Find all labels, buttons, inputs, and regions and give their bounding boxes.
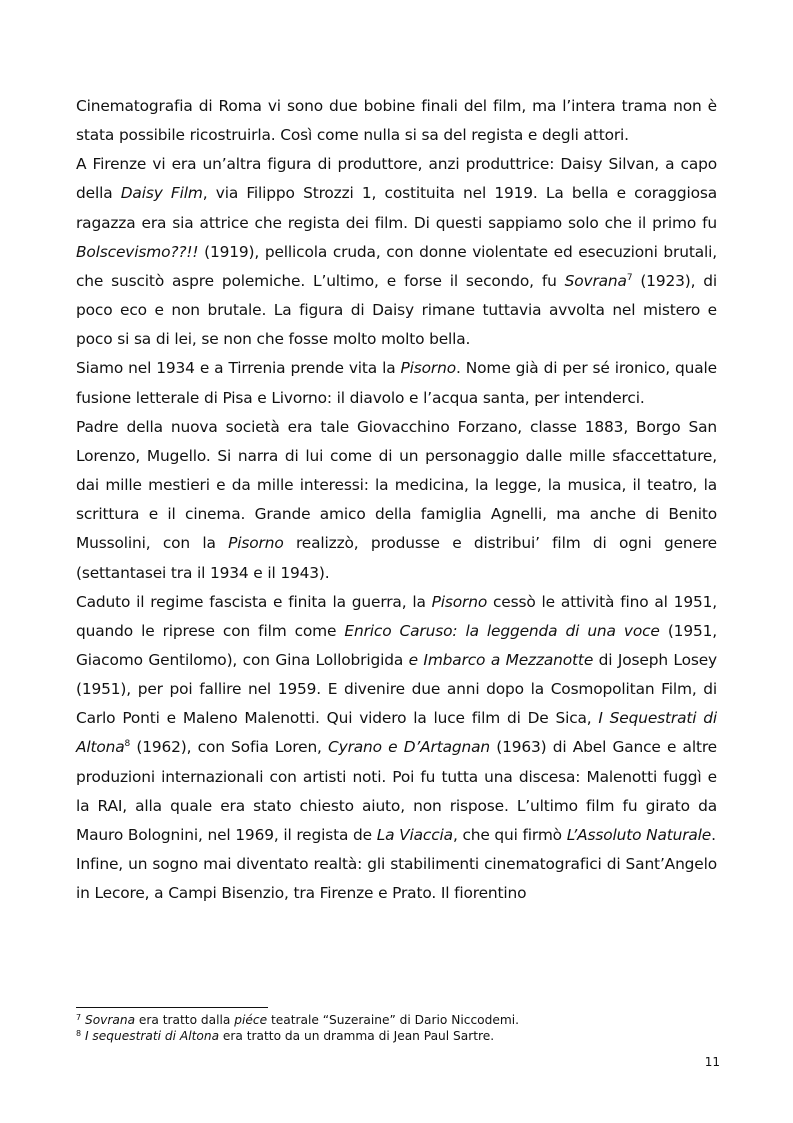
- italic-text: piéce: [234, 1013, 268, 1027]
- italic-text: Sovrana: [564, 271, 627, 290]
- text-run: . Nome già di per sé ironico, quale fusione letterale di Pisa e Livorno: il diavolo e l’acqua santa, per intenderci.: [76, 359, 717, 407]
- text-run: teatrale “Suzeraine” di Dario Niccodemi.: [267, 1013, 519, 1027]
- text-run: (1923), di poco eco e non brutale. La figura di Daisy rimane tuttavia avvolta nel mistero e poco si sa di lei, se non che fosse molto molto bella.: [76, 271, 718, 349]
- text-run: Caduto il regime fascista e finita la guerra, la: [76, 592, 432, 611]
- italic-text: Bolscevismo??!!: [76, 242, 199, 261]
- footnote-ref: 7: [626, 272, 633, 283]
- paragraph: [76, 850, 717, 908]
- text-run: Infine, un sogno mai diventato realtà: gli stabilimenti cinematografici di Sant’Angelo in Lecore, a Campi Bisenzio, tra Firenze e Prato. Il fiorentino: [76, 855, 717, 903]
- text-run: cessò le attività fino al 1951, quando le riprese con film come: [76, 592, 717, 640]
- page-number: 11: [704, 1055, 720, 1069]
- text-run: Siamo nel 1934 e a Tirrenia prende vita la: [76, 359, 401, 378]
- paragraph: [76, 413, 717, 588]
- body-text: [76, 92, 717, 908]
- italic-text: Pisorno: [400, 359, 456, 378]
- text-run: , che qui firmò: [452, 825, 567, 844]
- italic-text: Pisorno: [431, 592, 488, 611]
- italic-text: I Sequestrati di Altona: [76, 709, 717, 757]
- footnote-ref: 8: [124, 739, 131, 750]
- italic-text: Enrico Caruso: la leggenda di una voce: [344, 621, 660, 640]
- footnote: [76, 1028, 717, 1044]
- footnote-separator: [76, 1007, 268, 1008]
- text-run: .: [711, 825, 716, 844]
- footnote-ref: 7: [76, 1013, 82, 1022]
- footnote: [76, 1012, 717, 1028]
- text-run: (1963) di Abel Gance e altre produzioni internazionali con artisti noti. Poi fu tutta una discesa: Malenotti fuggì e la RAI, alla quale era stato chiesto aiuto, non rispose. L’ultimo film fu girato da Mauro Bolognini, nel 1969, il regista de: [76, 738, 717, 844]
- italic-text: Sovrana: [84, 1013, 136, 1027]
- paragraph: [76, 354, 717, 412]
- text-run: A Firenze vi era un’altra figura di produttore, anzi produttrice: Daisy Silvan, a capo della: [76, 155, 717, 203]
- paragraph: [76, 92, 717, 150]
- italic-text: e Imbarco a Mezzanotte: [408, 650, 594, 669]
- italic-text: I sequestrati di Altona: [84, 1029, 220, 1043]
- text-run: (1919), pellicola cruda, con donne violentate ed esecuzioni brutali, che suscitò aspre polemiche. L’ultimo, e forse il secondo, fu: [76, 242, 717, 290]
- text-run: di Joseph Losey (1951), per poi fallire nel 1959. E divenire due anni dopo la Cosmopolitan Film, di Carlo Ponti e Maleno Malenotti. Qui videro la luce film di De Sica,: [76, 650, 717, 728]
- paragraph: [76, 588, 717, 850]
- italic-text: Cyrano e D’Artagnan: [328, 738, 490, 757]
- text-run: Padre della nuova società era tale Giovacchino Forzano, classe 1883, Borgo San Lorenzo, Mugello. Si narra di lui come di un personaggio dalle mille sfaccettature, dai mille mestieri e da mille interessi: la medicina, la legge, la musica, il teatro, la scrittura e il cinema. Grande amico della famiglia Agnelli, ma anche di Benito Mussolini, con la: [76, 417, 717, 553]
- text-run: era tratto da un dramma di Jean Paul Sartre.: [219, 1029, 495, 1043]
- footnote-ref: 8: [76, 1029, 82, 1038]
- text-run: (1951, Giacomo Gentilomo), con Gina Lollobrigida: [76, 621, 717, 669]
- italic-text: L’Assoluto Naturale: [566, 825, 712, 844]
- paragraph: [76, 150, 717, 354]
- text-run: (1962), con Sofia Loren,: [130, 738, 329, 757]
- italic-text: Daisy Film: [120, 184, 203, 203]
- italic-text: Pisorno: [228, 534, 284, 553]
- text-run: era tratto dalla: [135, 1013, 235, 1027]
- footnotes: [76, 1012, 717, 1044]
- italic-text: La Viaccia: [376, 825, 453, 844]
- text-run: realizzò, produsse e distribui’ film di ogni genere (settantasei tra il 1934 e il 1943).: [76, 534, 717, 582]
- text-run: Cinematografia di Roma vi sono due bobine finali del film, ma l’intera trama non è stata possibile ricostruirla. Così come nulla si sa del regista e degli attori.: [76, 97, 717, 145]
- text-run: , via Filippo Strozzi 1, costituita nel 1919. La bella e coraggiosa ragazza era sia attrice che regista dei film. Di questi sappiamo solo che il primo fu: [76, 184, 717, 232]
